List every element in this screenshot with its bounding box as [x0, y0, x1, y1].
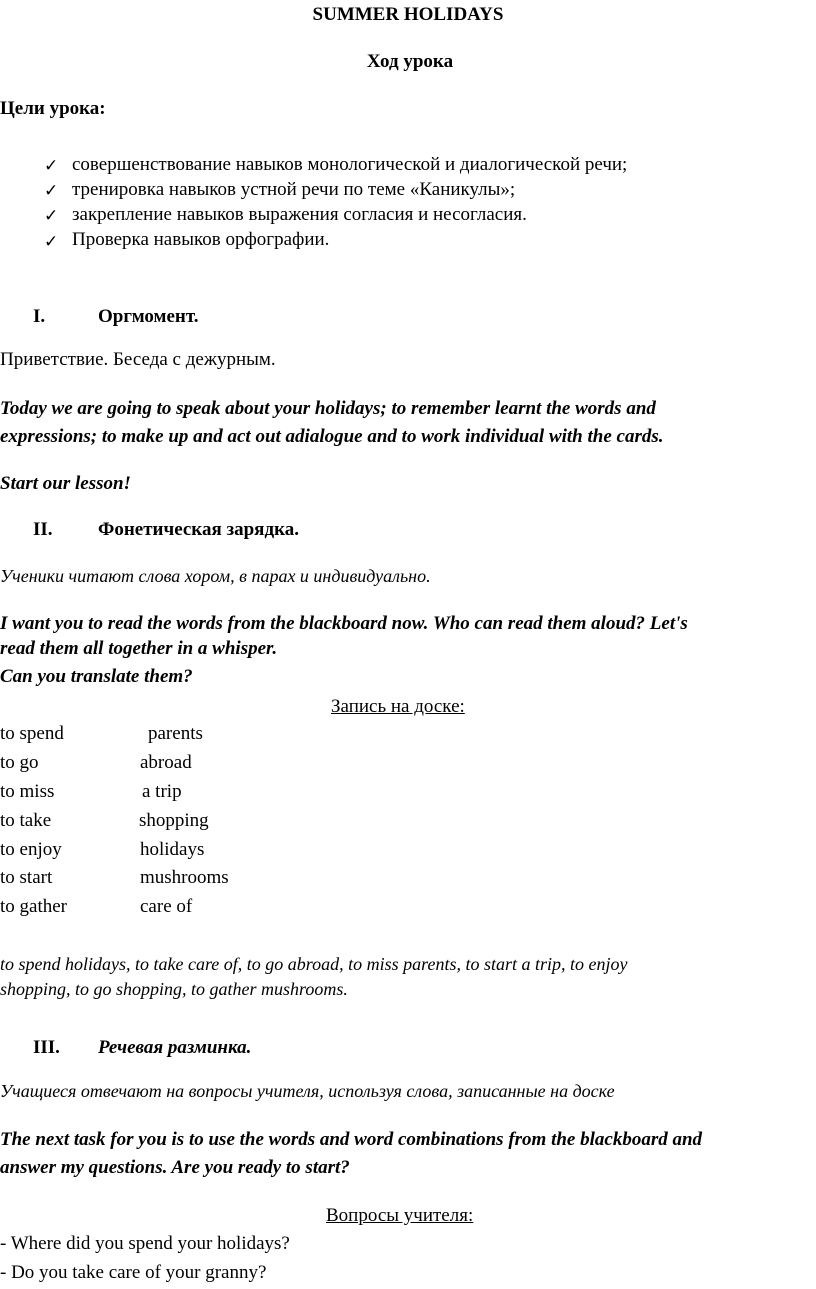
- phrases-line: to spend holidays, to take care of, to go abroad, to miss parents, to start a trip, to enjoy: [0, 954, 628, 974]
- section-heading: Оргмомент.: [98, 306, 199, 327]
- question-item: - Do you take care of your granny?: [0, 1262, 267, 1283]
- word-right: mushrooms: [140, 867, 229, 888]
- check-icon: ✓: [44, 181, 59, 200]
- word-left: to gather: [0, 896, 68, 917]
- goals-heading: Цели урока:: [0, 98, 106, 119]
- section-text: Приветствие. Беседа с дежурным.: [0, 349, 276, 370]
- section-number: III.: [33, 1037, 60, 1058]
- word-right: a trip: [142, 781, 182, 802]
- section-heading: Фонетическая зарядка.: [98, 519, 299, 540]
- board-heading: Запись на доске:: [331, 696, 465, 717]
- lesson-subtitle: Ход урока: [366, 51, 454, 72]
- teacher-speech-line: read them all together in a whisper.: [0, 638, 278, 659]
- word-left: to enjoy: [0, 839, 62, 860]
- question-item: - Where did you spend your holidays?: [0, 1233, 290, 1254]
- word-right: shopping: [139, 810, 209, 831]
- word-left: to start: [0, 867, 53, 888]
- word-left: to go: [0, 752, 39, 773]
- check-icon: ✓: [44, 156, 59, 175]
- check-icon: ✓: [44, 232, 59, 251]
- word-left: to spend: [0, 723, 64, 744]
- section-number: I.: [33, 306, 46, 327]
- section-heading: Речевая разминка.: [98, 1037, 252, 1058]
- check-icon: ✓: [44, 206, 59, 225]
- word-right: care of: [140, 896, 193, 917]
- word-left: to miss: [0, 781, 55, 802]
- phrases-line: shopping, to go shopping, to gather mushrooms.: [0, 979, 348, 999]
- section-number: II.: [33, 519, 53, 540]
- teacher-speech-line: Today we are going to speak about your holidays; to remember learnt the words and: [0, 398, 656, 419]
- teacher-speech-line: I want you to read the words from the blackboard now. Who can read them aloud? Let's: [0, 613, 688, 634]
- word-left: to take: [0, 810, 52, 831]
- word-right: parents: [148, 723, 203, 744]
- word-right: abroad: [140, 752, 192, 773]
- questions-heading: Вопросы учителя:: [326, 1205, 474, 1226]
- goal-text: тренировка навыков устной речи по теме «Каникулы»;: [72, 179, 516, 200]
- teacher-speech-line: Can you translate them?: [0, 666, 193, 687]
- teacher-speech-line: expressions; to make up and act out adialogue and to work individual with the cards.: [0, 426, 664, 447]
- document-title: SUMMER HOLIDAYS: [312, 4, 504, 25]
- word-right: holidays: [140, 839, 205, 860]
- goal-text: закрепление навыков выражения согласия и несогласия.: [72, 204, 527, 225]
- goal-text: совершенствование навыков монологической и диалогической речи;: [72, 154, 628, 175]
- teacher-speech-line: The next task for you is to use the words and word combinations from the blackboard and: [0, 1129, 703, 1150]
- section-note: Учащиеся отвечают на вопросы учителя, используя слова, записанные на доске: [0, 1081, 615, 1101]
- teacher-speech-line: Start our lesson!: [0, 473, 131, 494]
- section-note: Ученики читают слова хором, в парах и индивидуально.: [0, 566, 431, 586]
- teacher-speech-line: answer my questions. Are you ready to start?: [0, 1157, 350, 1178]
- goal-text: Проверка навыков орфографии.: [72, 229, 330, 250]
